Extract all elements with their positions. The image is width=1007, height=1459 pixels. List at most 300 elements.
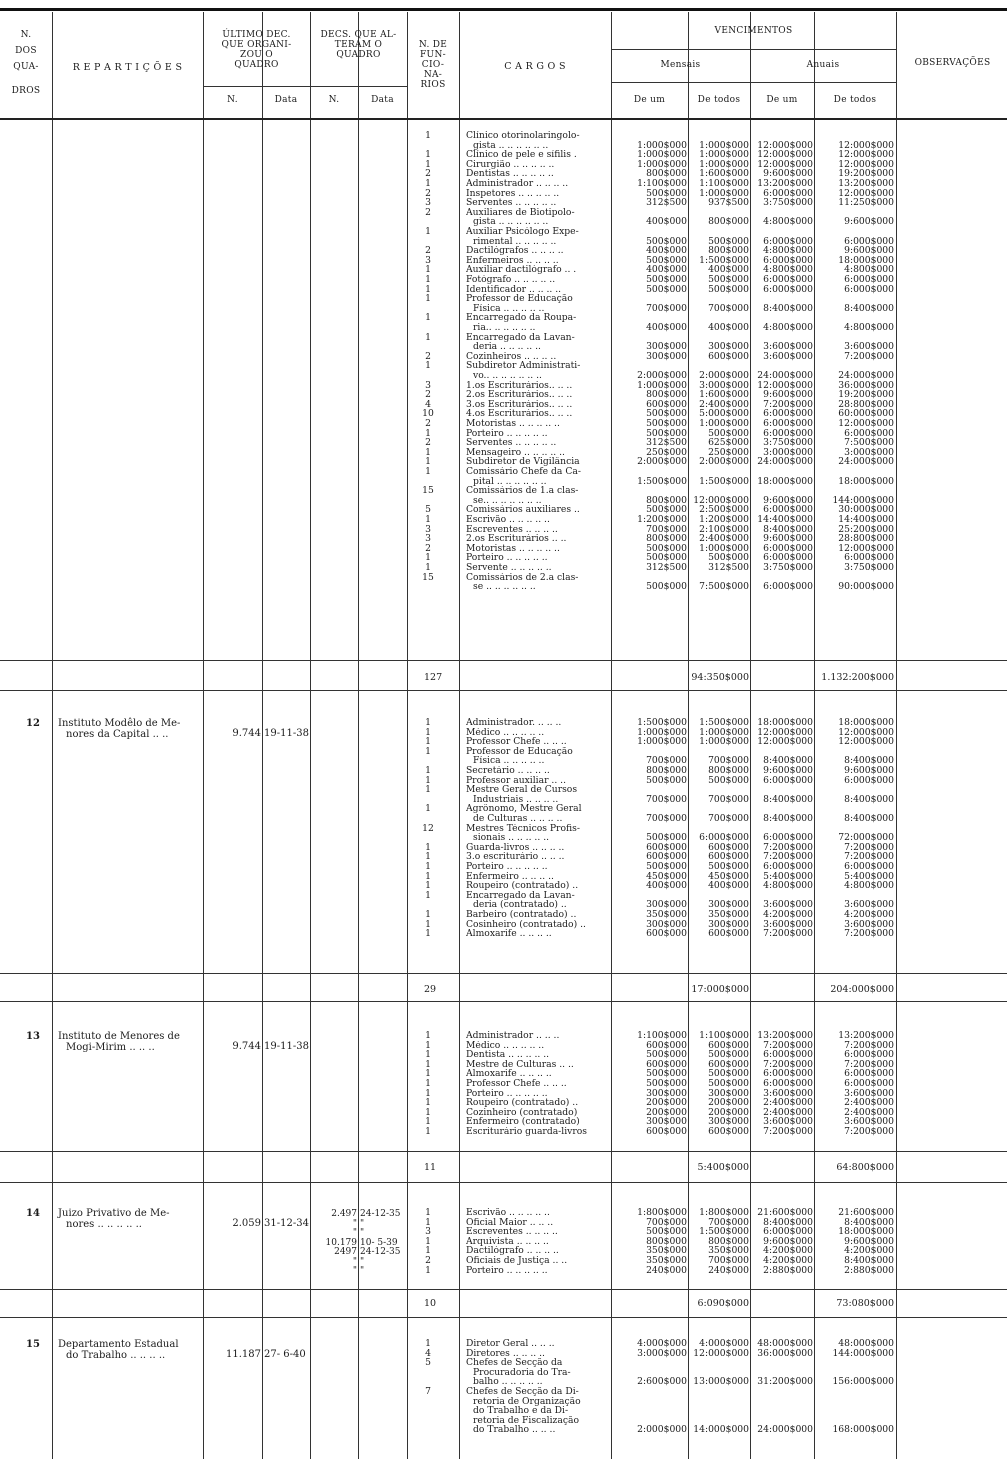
funcionarios-count: 1: [425, 264, 431, 276]
cargo-name: [466, 1079, 608, 1089]
cargo-name: [466, 189, 608, 199]
table-row: [0, 352, 1007, 362]
cargo-line: Mensageiro .. .. .. .. ..: [466, 447, 565, 458]
cargo-name: [466, 824, 608, 843]
cargo-line: Dactilógrafo .. .. .. ..: [466, 1246, 559, 1256]
mensal-de-todos: 300$000: [708, 918, 749, 930]
mensal-de-todos: 2:100$000: [699, 523, 749, 535]
funcionarios-count: 1: [425, 1078, 431, 1089]
mensal-de-um: 1:000$000: [637, 158, 687, 170]
anual-de-um: 8:400$000: [763, 812, 813, 824]
anual-de-um: 4:800$000: [763, 264, 813, 276]
funcionarios-count: 1: [425, 456, 431, 468]
anual-de-um: 13:200$000: [757, 178, 813, 189]
cargo-line: Clínico otorinolaringolo-: [466, 131, 580, 141]
mensal-de-todos: 2:000$000: [699, 456, 749, 468]
cargo-line: Procuradoria do Tra-: [473, 1367, 571, 1378]
anual-de-um: 6:000$000: [763, 1049, 813, 1061]
cargo-line: Barbeiro (contratado) ..: [466, 910, 577, 920]
mensal-de-um: 300$000: [646, 341, 687, 353]
cargo-line: do Trabalho e da Di-: [473, 1406, 569, 1416]
mensal-de-todos: 300$000: [708, 1087, 749, 1099]
anual-de-um: 3:600$000: [763, 918, 813, 930]
mensal-de-um: 1:800$000: [637, 1207, 687, 1218]
anual-de-um: 6:000$000: [763, 542, 813, 554]
total-anual: 73:080$000: [836, 1298, 894, 1309]
cargo-name: [466, 467, 608, 486]
anual-de-todos: 48:000$000: [838, 1338, 894, 1349]
mensal-de-todos: 500$000: [708, 235, 749, 247]
header-n-funcionarios: N. DE FUN- CIO- NA- RIOS: [418, 40, 448, 90]
cargo-line: 3.o escriturário .. .. ..: [466, 852, 565, 862]
anual-de-todos: 168:000$000: [832, 1424, 894, 1436]
mensal-de-um: 700$000: [646, 302, 687, 314]
funcionarios-count: 1: [425, 514, 431, 525]
anual-de-um: 36:000$000: [757, 1347, 813, 1359]
cargo-line: Dentistas .. .. .. .. ..: [466, 169, 554, 179]
anual-de-um: 9:600$000: [763, 168, 813, 180]
funcionarios-count: 15: [422, 571, 434, 583]
cargo-name: [466, 525, 608, 535]
cargo-name: [466, 573, 608, 592]
mensal-de-um: 500$000: [646, 581, 687, 593]
anual-de-todos: 7:200$000: [844, 928, 894, 940]
cargo-name: [466, 150, 608, 160]
anual-de-um: 6:000$000: [763, 187, 813, 199]
mensal-de-todos: 500$000: [708, 1068, 749, 1080]
anual-de-todos: 4:200$000: [844, 1245, 894, 1257]
anual-de-um: 4:800$000: [763, 245, 813, 257]
mensal-de-todos: 700$000: [708, 302, 749, 314]
mensal-de-um: 1:500$000: [637, 717, 687, 728]
funcionarios-count: 1: [425, 803, 431, 815]
mensal-de-todos: 7:500$000: [699, 581, 749, 593]
cargo-line: Escrivão .. .. .. .. ..: [466, 1208, 550, 1218]
decreto-date: 31-12-34: [264, 1218, 309, 1229]
anual-de-um: 9:600$000: [763, 494, 813, 506]
cargo-name: [466, 1208, 608, 1218]
decreto-date: 19-11-38: [264, 728, 309, 739]
cargo-line: Mestre Geral de Cursos: [466, 785, 578, 795]
cargo-line: Médico .. .. .. .. ..: [466, 1040, 545, 1051]
table-row: [0, 573, 1007, 592]
cargo-line: Professor de Educação: [466, 746, 573, 757]
mensal-de-todos: 1:100$000: [699, 1030, 749, 1041]
cargo-name: [466, 409, 608, 419]
mensal-de-todos: 600$000: [708, 841, 749, 853]
anual-de-um: 6:000$000: [763, 1068, 813, 1080]
funcionarios-count: 1: [425, 1126, 431, 1137]
anual-de-todos: 7:200$000: [844, 350, 894, 362]
cargo-line: deria .. .. .. .. ..: [473, 342, 541, 352]
header-sub-data-2: Data: [371, 95, 394, 105]
alteram-number: 10.179: [325, 1237, 357, 1248]
cargo-line: Comissários de 2.a clas-: [466, 572, 579, 583]
cargo-line: Cirurgião .. .. .. .. ..: [466, 159, 555, 170]
mensal-de-um: 350$000: [646, 1245, 687, 1257]
header-de-um-anual: De um: [766, 95, 798, 105]
mensal-de-um: 312$500: [646, 437, 687, 449]
funcionarios-count: 3: [425, 523, 431, 535]
anual-de-todos: 60:000$000: [838, 408, 894, 420]
cargo-line: Subdiretor de Vigilância: [466, 457, 580, 467]
cargo-line: Dentista .. .. .. .. ..: [466, 1050, 550, 1060]
cargo-line: Fotógrafo .. .. .. .. ..: [466, 275, 556, 285]
cargo-name: [466, 1060, 608, 1070]
mensal-de-todos: 312$500: [708, 562, 749, 573]
cargo-line: Cosinheiro (contratado) ..: [466, 919, 586, 930]
mensal-de-um: 1:000$000: [637, 139, 687, 151]
funcionarios-count: 1: [425, 562, 431, 573]
anual-de-todos: 144:000$000: [832, 494, 894, 506]
funcionarios-count: 1: [425, 1245, 431, 1257]
decreto-date: 27- 6-40: [264, 1349, 306, 1360]
funcionarios-count: 1: [425, 1207, 431, 1218]
cargo-line: Chefes de Secção da: [466, 1358, 563, 1368]
anual-de-um: 7:200$000: [763, 398, 813, 410]
anual-de-um: 7:200$000: [763, 1039, 813, 1051]
mensal-de-um: 500$000: [646, 1078, 687, 1089]
section-rule: [0, 660, 1007, 661]
anual-de-todos: 18:000$000: [838, 475, 894, 487]
cargo-line: Serventes .. .. .. .. ..: [466, 198, 557, 208]
mensal-de-um: 500$000: [646, 1068, 687, 1080]
funcionarios-count: 4: [425, 1347, 431, 1359]
anual-de-todos: 19:200$000: [838, 389, 894, 401]
mensal-de-todos: 12:000$000: [693, 1347, 749, 1359]
mensal-de-todos: 300$000: [708, 899, 749, 911]
mensal-de-um: 2:000$000: [637, 456, 687, 468]
total-funcionarios: 29: [424, 984, 437, 995]
table-row: [0, 747, 1007, 766]
anual-de-um: 7:200$000: [763, 851, 813, 863]
funcionarios-count: 1: [425, 427, 431, 439]
funcionarios-count: 1: [425, 149, 431, 161]
total-anual: 204:000$000: [830, 984, 894, 995]
funcionarios-count: 1: [425, 745, 431, 757]
table-row: [0, 1127, 1007, 1137]
funcionarios-count: 1: [425, 1106, 431, 1118]
cargo-line: 3.os Escriturários.. .. ..: [466, 399, 573, 410]
cargo-line: Motoristas .. .. .. .. ..: [466, 543, 560, 554]
mensal-de-todos: 1:600$000: [699, 389, 749, 401]
anual-de-todos: 18:000$000: [838, 1226, 894, 1238]
anual-de-todos: 12:000$000: [838, 149, 894, 161]
section-number: 13: [26, 1031, 40, 1042]
anual-de-um: 6:000$000: [763, 581, 813, 593]
anual-de-todos: 3:600$000: [844, 341, 894, 353]
header-reparticoes: R E P A R T I Ç Õ E S: [72, 62, 183, 73]
anual-de-todos: 13:200$000: [838, 178, 894, 189]
funcionarios-count: 1: [425, 736, 431, 748]
cargo-line: Roupeiro (contratado) ..: [466, 1098, 579, 1108]
anual-de-um: 12:000$000: [757, 726, 813, 738]
mensal-de-um: 1:000$000: [637, 149, 687, 161]
funcionarios-count: 1: [425, 1097, 431, 1109]
funcionarios-count: 1: [425, 312, 431, 324]
cargo-line: Diretor Geral .. .. ..: [466, 1339, 555, 1349]
cargo-name: [466, 313, 608, 332]
reparticao-line: Instituto Modêlo de Me-: [58, 718, 181, 729]
mensal-de-todos: 400$000: [708, 880, 749, 892]
mensal-de-um: 300$000: [646, 1116, 687, 1128]
cargo-name: [466, 390, 608, 400]
table-row: [0, 198, 1007, 208]
header-num: N. DOS QUA- DROS: [11, 30, 41, 96]
alteram-number: 2497: [334, 1247, 357, 1257]
anual-de-todos: 6:000$000: [844, 235, 894, 247]
cargo-name: [466, 804, 608, 823]
cargo-name: [466, 718, 608, 728]
cargo-name: [466, 1050, 608, 1060]
cargo-line: Cozinheiros .. .. .. ..: [466, 351, 557, 362]
anual-de-um: 7:200$000: [763, 1058, 813, 1070]
mensal-de-um: 500$000: [646, 283, 687, 295]
cargo-name: [466, 333, 608, 352]
funcionarios-count: 5: [425, 1357, 431, 1369]
cargo-name: [466, 852, 608, 862]
anual-de-um: 24:000$000: [757, 456, 813, 468]
anual-de-um: 31:200$000: [757, 1376, 813, 1388]
funcionarios-count: 1: [425, 1058, 431, 1070]
anual-de-um: 7:200$000: [763, 928, 813, 940]
header-de-todos-anual: De todos: [833, 95, 877, 105]
cargo-name: [466, 438, 608, 448]
mensal-de-todos: 4:000$000: [699, 1338, 749, 1349]
section-rule: [0, 1317, 1007, 1318]
anual-de-todos: 28:800$000: [838, 398, 894, 410]
cargo-line: Professor auxiliar .. ..: [466, 775, 566, 786]
section-rule: [0, 1289, 1007, 1290]
mensal-de-todos: 200$000: [708, 1106, 749, 1118]
mensal-de-um: 500$000: [646, 418, 687, 429]
anual-de-todos: 12:000$000: [838, 418, 894, 429]
anual-de-todos: 13:200$000: [838, 1030, 894, 1041]
anual-de-um: 6:000$000: [763, 861, 813, 872]
mensal-de-um: 350$000: [646, 1255, 687, 1266]
table-row: [0, 824, 1007, 843]
mensal-de-todos: 700$000: [708, 793, 749, 805]
decreto-number: 9.744: [232, 1041, 261, 1052]
mensal-de-um: 1:000$000: [637, 736, 687, 748]
anual-de-um: 12:000$000: [757, 736, 813, 748]
cargo-line: Agrônomo, Mestre Geral: [466, 804, 582, 814]
anual-de-um: 9:600$000: [763, 533, 813, 545]
cargo-name: [466, 891, 608, 910]
mensal-de-todos: 250$000: [708, 446, 749, 458]
mensal-de-um: 400$000: [646, 880, 687, 892]
mensal-de-um: 600$000: [646, 1058, 687, 1070]
anual-de-todos: 8:400$000: [844, 793, 894, 805]
cargo-line: retoria de Fiscalização: [473, 1415, 580, 1426]
mensal-de-todos: 700$000: [708, 812, 749, 824]
cargo-line: Escreventes .. .. .. ..: [466, 1227, 558, 1237]
cargo-line: Médico .. .. .. .. ..: [466, 727, 545, 738]
mensal-de-um: 1:100$000: [637, 1030, 687, 1041]
anual-de-um: 6:000$000: [763, 235, 813, 247]
cargo-name: [466, 294, 608, 313]
mensal-de-todos: 2:500$000: [699, 504, 749, 516]
funcionarios-count: 1: [425, 784, 431, 796]
anual-de-todos: 18:000$000: [838, 254, 894, 266]
cargo-line: se.. .. .. .. .. .. ..: [473, 495, 542, 506]
funcionarios-count: 15: [422, 485, 434, 497]
cargo-name: [466, 256, 608, 266]
cargo-line: Encarregado da Lavan-: [466, 332, 575, 343]
mensal-de-todos: 1:000$000: [699, 139, 749, 151]
mensal-de-um: 800$000: [646, 389, 687, 401]
cargo-name: [466, 429, 608, 439]
total-mensal: 94:350$000: [691, 672, 749, 683]
mensal-de-um: 240$000: [646, 1264, 687, 1276]
alteram-date: 24-12-35: [360, 1247, 401, 1257]
mensal-de-um: 250$000: [646, 446, 687, 458]
anual-de-um: 3:600$000: [763, 350, 813, 362]
mensal-de-um: 500$000: [646, 1049, 687, 1061]
mensal-de-um: 400$000: [646, 321, 687, 333]
mensal-de-todos: 400$000: [708, 264, 749, 276]
funcionarios-count: 3: [425, 379, 431, 391]
anual-de-todos: 2:400$000: [844, 1097, 894, 1109]
anual-de-todos: 9:600$000: [844, 245, 894, 257]
cargo-line: Serventes .. .. .. .. ..: [466, 438, 557, 448]
funcionarios-count: 1: [425, 1116, 431, 1128]
mensal-de-todos: 1:000$000: [699, 158, 749, 170]
funcionarios-count: 3: [425, 197, 431, 209]
anual-de-todos: 2:400$000: [844, 1106, 894, 1118]
header-de-todos-mensal: De todos: [697, 95, 741, 105]
cargo-name: [466, 872, 608, 882]
cargo-name: [466, 1256, 608, 1266]
mensal-de-um: 800$000: [646, 168, 687, 180]
anual-de-todos: 3:600$000: [844, 1087, 894, 1099]
mensal-de-um: 500$000: [646, 861, 687, 872]
mensal-de-um: 500$000: [646, 504, 687, 516]
anual-de-todos: 18:000$000: [838, 717, 894, 728]
header-cargos: C A R G O S: [504, 61, 566, 72]
anual-de-todos: 7:200$000: [844, 1126, 894, 1137]
table-row: [0, 294, 1007, 313]
reparticao-line: Juizo Privativo de Me-: [58, 1208, 170, 1219]
cargo-name: [466, 361, 608, 380]
funcionarios-count: 1: [425, 918, 431, 930]
anual-de-todos: 6:000$000: [844, 274, 894, 285]
cargo-name: [466, 728, 608, 738]
section-number: 14: [26, 1208, 40, 1219]
anual-de-todos: 21:600$000: [838, 1207, 894, 1218]
mensal-de-todos: 600$000: [708, 1039, 749, 1051]
anual-de-um: 8:400$000: [763, 755, 813, 767]
cargo-line: Arquivista .. .. .. ..: [466, 1236, 549, 1247]
anual-de-todos: 6:000$000: [844, 1078, 894, 1089]
cargo-line: Auxiliares de Biotipolo-: [466, 207, 575, 218]
cargo-line: se .. .. .. .. .. ..: [473, 582, 536, 592]
venc-sub-rule: [611, 82, 896, 83]
anual-de-um: 14:400$000: [757, 514, 813, 525]
mensal-de-todos: 1:100$000: [699, 178, 749, 189]
anual-de-todos: 12:000$000: [838, 187, 894, 199]
anual-de-um: 6:000$000: [763, 774, 813, 786]
funcionarios-count: 10: [422, 408, 434, 420]
anual-de-um: 12:000$000: [757, 158, 813, 170]
table-row: [0, 361, 1007, 380]
cargo-line: retoria de Organização: [473, 1396, 581, 1407]
cargo-name: [466, 285, 608, 295]
anual-de-todos: 7:200$000: [844, 841, 894, 853]
funcionarios-count: 1: [425, 861, 431, 872]
table-row: [0, 457, 1007, 467]
cargo-name: [466, 515, 608, 525]
total-mensal: 6:090$000: [697, 1298, 749, 1309]
mensal-de-todos: 2:400$000: [699, 398, 749, 410]
mensal-de-todos: 700$000: [708, 1216, 749, 1228]
cargo-name: [466, 1108, 608, 1118]
funcionarios-count: 1: [425, 841, 431, 853]
mensal-de-todos: 2:000$000: [699, 369, 749, 381]
mensal-de-todos: 300$000: [708, 1116, 749, 1128]
funcionarios-count: 5: [425, 504, 431, 516]
funcionarios-count: 3: [425, 533, 431, 545]
funcionarios-count: 1: [425, 1049, 431, 1061]
anual-de-um: 4:800$000: [763, 880, 813, 892]
anual-de-um: 3:750$000: [763, 562, 813, 573]
mensal-de-um: 600$000: [646, 1039, 687, 1051]
funcionarios-count: 1: [425, 274, 431, 285]
anual-de-um: 6:000$000: [763, 418, 813, 429]
cargo-name: [466, 766, 608, 776]
cargo-name: [466, 785, 608, 804]
cargo-line: Diretores .. .. .. ..: [466, 1348, 545, 1359]
cargo-line: Inspetores .. .. .. .. ..: [466, 188, 560, 199]
cargo-line: deria (contratado) ..: [473, 900, 567, 910]
total-funcionarios: 10: [424, 1298, 437, 1309]
anual-de-um: 24:000$000: [757, 1424, 813, 1436]
decreto-date: 19-11-38: [264, 1041, 309, 1052]
mensal-de-um: 312$500: [646, 562, 687, 573]
mensal-de-todos: 12:000$000: [693, 494, 749, 506]
cargo-line: Secretário .. .. .. ..: [466, 766, 550, 776]
funcionarios-count: 1: [425, 360, 431, 372]
cargo-line: Escreventes .. .. .. ..: [466, 524, 558, 535]
funcionarios-count: 7: [425, 1386, 431, 1397]
anual-de-todos: 144:000$000: [832, 1347, 894, 1359]
cargo-line: Porteiro .. .. .. .. ..: [466, 428, 548, 439]
cargo-name: [466, 1349, 608, 1359]
cargo-line: gista .. .. .. .. .. ..: [473, 140, 549, 151]
cargo-line: do Trabalho .. .. ..: [473, 1425, 556, 1435]
mensal-de-um: 700$000: [646, 793, 687, 805]
cargo-name: [466, 881, 608, 891]
cargo-name: [466, 1339, 608, 1349]
mensal-de-um: 1:200$000: [637, 514, 687, 525]
cargo-line: 2.os Escriturários.. .. ..: [466, 390, 573, 400]
mensal-de-todos: 3:000$000: [699, 379, 749, 391]
anual-de-um: 3:600$000: [763, 899, 813, 911]
top-rule: [0, 8, 1007, 11]
mensal-de-um: 600$000: [646, 398, 687, 410]
anual-de-todos: 8:400$000: [844, 755, 894, 767]
mensal-de-um: 500$000: [646, 552, 687, 564]
anual-de-um: 7:200$000: [763, 841, 813, 853]
cargo-line: Motoristas .. .. .. .. ..: [466, 419, 560, 429]
header-vencimentos: VENCIMENTOS: [714, 26, 793, 36]
cargo-name: [466, 1127, 608, 1137]
mensal-de-todos: 1:000$000: [699, 542, 749, 554]
funcionarios-count: 2: [425, 245, 431, 257]
anual-de-um: 6:000$000: [763, 504, 813, 516]
cargo-name: [466, 1387, 608, 1435]
header-observacoes: OBSERVAÇÕES: [914, 58, 991, 68]
